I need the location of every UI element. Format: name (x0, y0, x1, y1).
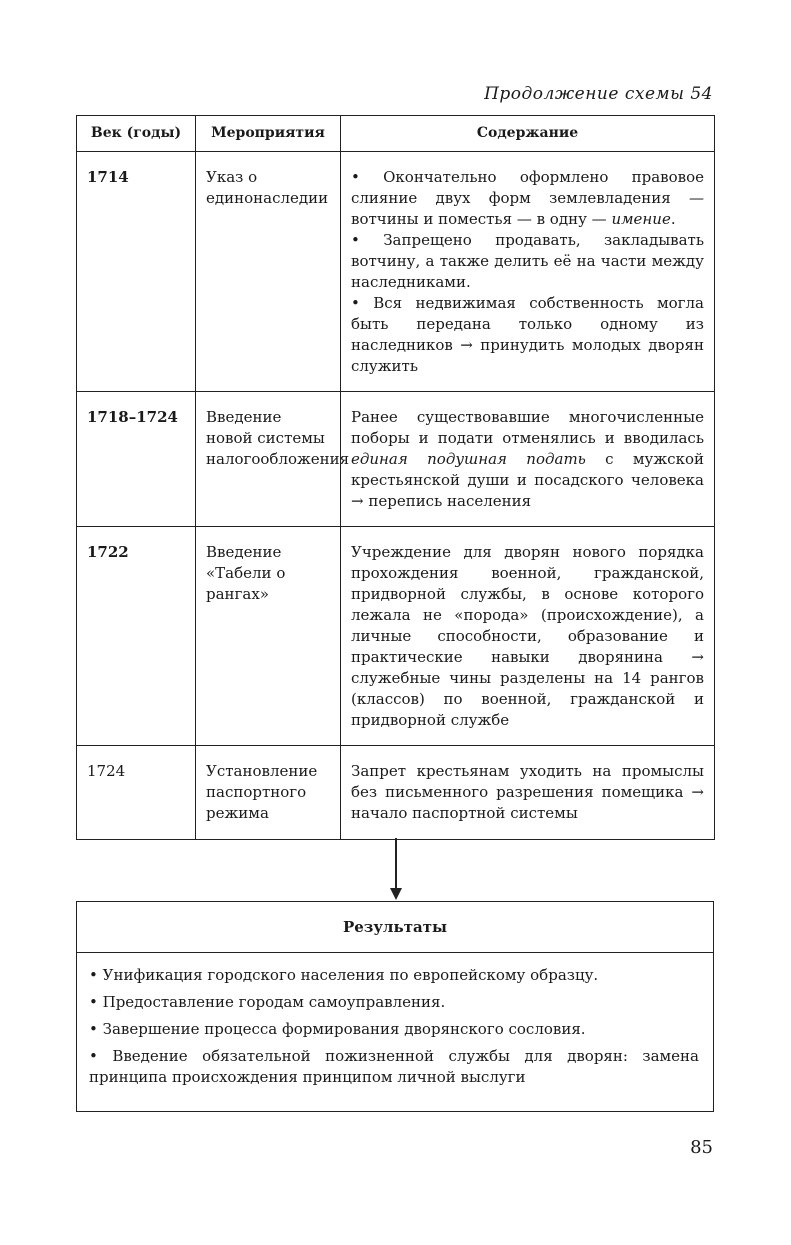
emphasized-term: имение (611, 210, 671, 228)
column-header-measures: Мероприятия (196, 116, 341, 152)
scheme-table (76, 115, 715, 840)
emphasized-term: единая подушная подать (351, 450, 586, 468)
row-measure: Введение новой системы налогообложения (196, 392, 341, 527)
table-row (77, 152, 715, 392)
table-row (77, 527, 715, 746)
row-content: • Окончательно оформлено правовое слияние двух форм землевладения — вотчины и поместья — в одну — имение. • Запрещено продавать, закладывать вотчину, а также делить её на части между наследниками. • Вся недвижимая собственность могла быть передана только одному из наследников → принудить молодых дворян служить (341, 152, 715, 392)
table-row (77, 392, 715, 527)
table-row (77, 746, 715, 840)
list-item: • Предоставление городам самоуправления. (89, 992, 699, 1013)
results-title: Результаты (77, 902, 713, 953)
results-box (76, 901, 714, 1112)
table-header-row (77, 116, 715, 152)
row-content: Учреждение для дворян нового порядка прохождения военной, гражданской, придворной службы, в основе которого лежала не «порода» (происхождение), а личные способности, образование и практические навыки дворянина → служебные чины разделены на 14 рангов (классов) по военной, гражданской и придворной службе (341, 527, 715, 746)
row-year: 1722 (77, 527, 196, 746)
column-header-years: Век (годы) (77, 116, 196, 152)
row-year: 1714 (77, 152, 196, 392)
row-year: 1718–1724 (77, 392, 196, 527)
row-measure: Установление паспортного режима (196, 746, 341, 840)
results-list (77, 953, 713, 1088)
list-item: • Введение обязательной пожизненной службы для дворян: замена принципа происхождения принципом личной выслуги (89, 1046, 699, 1088)
row-measure: Введение «Табели о рангах» (196, 527, 341, 746)
down-arrow-icon (394, 838, 398, 900)
scheme-continuation-caption: Продолжение схемы 54 (484, 84, 713, 104)
list-item: • Унификация городского населения по европейскому образцу. (89, 965, 699, 986)
list-item: • Завершение процесса формирования дворянского сословия. (89, 1019, 699, 1040)
row-content: Ранее существовавшие многочисленные поборы и подати отменялись и вводилась единая подушная подать с мужской крестьянской души и посадского человека → перепись населения (341, 392, 715, 527)
row-measure: Указ о единонаследии (196, 152, 341, 392)
row-content: Запрет крестьянам уходить на промыслы без письменного разрешения помещика → начало паспортной системы (341, 746, 715, 840)
page-number: 85 (690, 1137, 713, 1158)
row-year: 1724 (77, 746, 196, 840)
column-header-content: Содержание (341, 116, 715, 152)
